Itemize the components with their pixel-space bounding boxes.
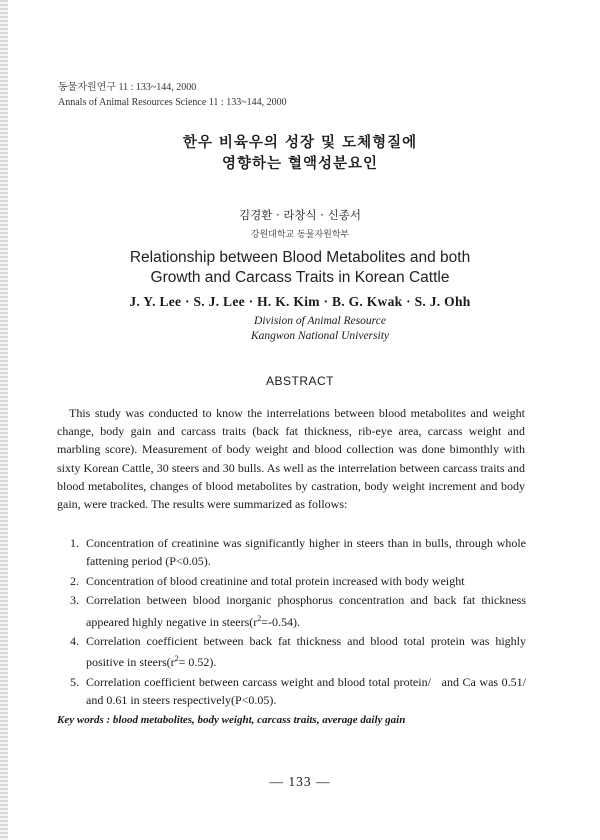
citation-en: Annals of Animal Resources Science 11 : 133~144, 2000 (58, 97, 287, 108)
result-number: 4. (70, 634, 79, 649)
result-text-post: = 0.52). (178, 655, 217, 670)
result-item-1 (70, 534, 526, 571)
citation-header (58, 80, 287, 110)
result-item-5 (70, 673, 529, 710)
title-korean (0, 133, 600, 175)
result-number: 1. (70, 536, 79, 550)
results-list (70, 534, 529, 711)
authors-english: J. Y. Lee · S. J. Lee · H. K. Kim · B. G. Kwak · S. J. Ohh (129, 294, 471, 309)
result-text-pre: Correlation coefficient between back fat thickness and blood total protein was highly positive in steers(r (86, 634, 526, 670)
result-text-pre: Correlation between blood inorganic phosphorus concentration and back fat thickness appeared highly negative in steers(r (86, 593, 526, 629)
affiliation-english-line-1: Division of Animal Resource (254, 315, 386, 327)
result-text: Correlation coefficient between carcass weight and blood total protein/ and Ca was 0.51/ and 0.61 in steers respectively(P<0.05). (86, 674, 529, 708)
title-english-line-2: Growth and Carcass Traits in Korean Cattle (150, 269, 450, 286)
result-number: 3. (70, 593, 79, 608)
title-korean-line-1: 한우 비육우의 성장 및 도체형질에 (182, 135, 418, 151)
result-number: 5. (70, 674, 79, 689)
result-item-2 (70, 572, 526, 590)
page-number: — 133 — (269, 774, 331, 789)
title-korean-line-2: 영향하는 혈액성분요인 (221, 156, 379, 172)
citation-kr: 동물자원연구 11 : 133~144, 2000 (58, 82, 197, 93)
authors-korean: 김경환 · 라창식 · 신종서 (239, 208, 361, 222)
result-text: Concentration of blood creatinine and total protein increased with body weight (86, 573, 465, 588)
scan-edge (0, 0, 8, 840)
superscript: 2 (257, 613, 262, 623)
result-text: Concentration of creatinine was significantly higher in steers than in bulls, through whole fattening period (P<0.05). (86, 536, 526, 569)
title-english-line-1: Relationship between Blood Metabolites and both (129, 249, 471, 266)
result-item-4 (70, 632, 526, 672)
affiliation-english (0, 314, 600, 344)
abstract-heading: ABSTRACT (265, 374, 334, 388)
title-english (0, 248, 600, 288)
affiliation-korean: 강원대학교 동물자원학부 (250, 230, 350, 240)
keywords: Key words : blood metabolites, body weight, carcass traits, average daily gain (57, 714, 406, 726)
superscript: 2 (174, 654, 179, 664)
result-number: 2. (70, 573, 79, 588)
result-text-post: =-0.54). (261, 614, 301, 629)
affiliation-english-line-2: Kangwon National University (251, 330, 389, 342)
abstract-body: This study was conducted to know the interrelations between blood metabolites and weight change, body gain and carcass traits (back fat thickness, rib-eye area, carcass weight and marbling score). Measurement of body weight and blood collection was done bimonthly with sixty Korean Cattle, 30 steers and 30 bulls. As well as the interrelation between carcass traits and blood metabolites, changes of blood metabolites by castration, body weight increment and body gain, were tracked. The results were summarized as follows: (57, 406, 525, 512)
result-item-3 (70, 591, 526, 631)
